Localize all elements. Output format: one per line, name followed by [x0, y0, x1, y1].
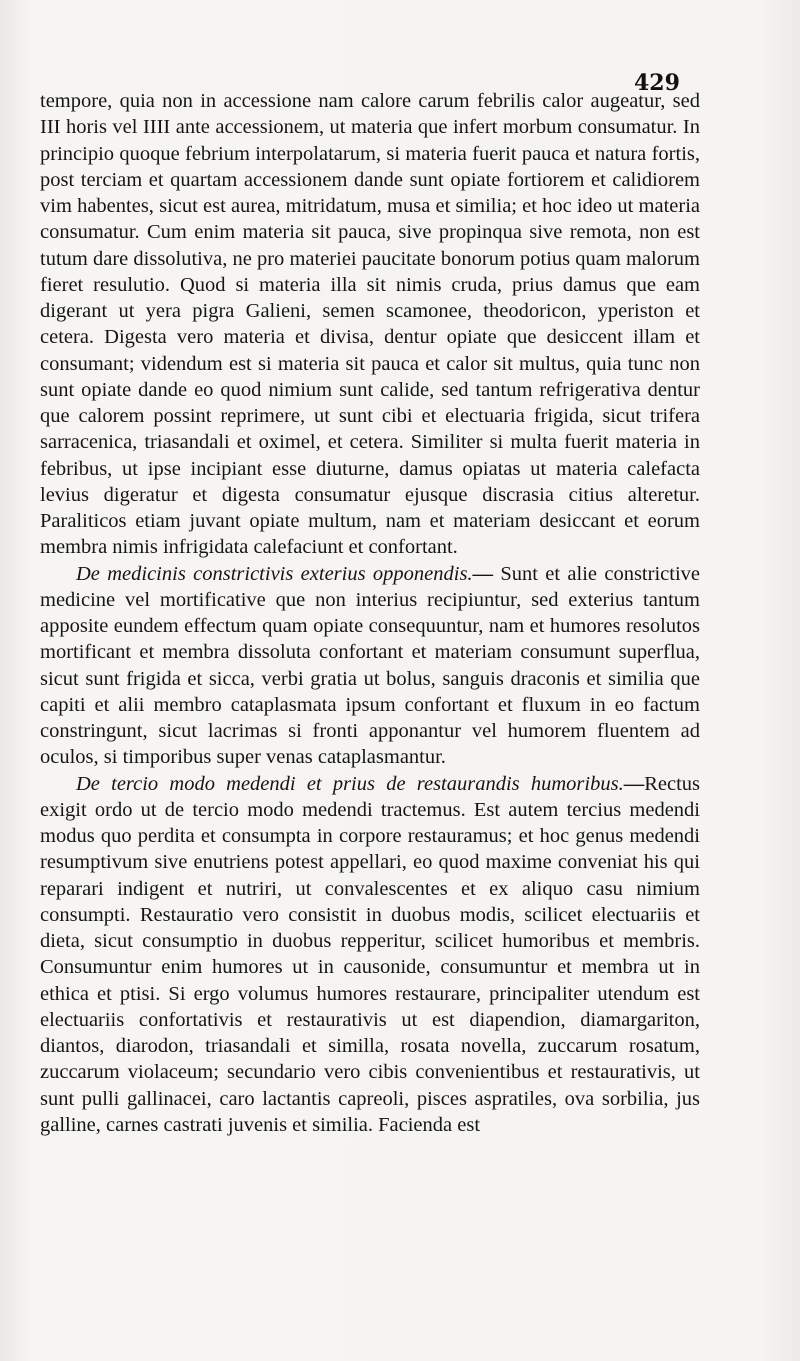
paragraph-opiates: tempore, quia non in accessione nam calore carum febrilis calor augeatur, sed III horis vel IIII ante accessionem, ut materia que infert morbum consumatur. In principio quoque febrium interpolatarum, si materia fuerit pauca et natura fortis, post terciam et quartam accessionem dande sunt opiate fortiorem et calidiorem vim habentes, sicut est aurea, mitridatum, musa et similia; et hoc ideo ut materia consumatur. Cum enim materia sit pauca, sive propinqua sive remota, non est tutum dare dissolutiva, ne pro materiei paucitate bonorum potius quam malorum fieret resulutio. Quod si materia illa sit nimis cruda, prius damus que eam digerant ut yera pigra Galieni, semen scamonee, theodoricon, yperiston et cetera. Digesta vero materia et divisa, dentur opiate que desiccent illam et consumant; videndum est si materia sit pauca et calor sit multus, quia tunc non sunt opiate dande eo quod nimium sunt calide, sed tantum refrigerativa dentur que calorem possint reprimere, ut sunt cibi et electuaria frigida, sicut trifera sarracenica, triasandali et oximel, et cetera. Similiter si multa fuerit materia in febribus, ut ipse incipiant esse diuturne, damus opiatas ut materia calefacta levius digeratur et digesta consumatur ejusque discrasia citius alteretur. Paraliticos etiam juvant opiate multum, nam et materiam desiccant et eorum membra nimis infrigidata calefaciunt et confortant.	[40, 90, 700, 559]
heading-dash: —	[623, 772, 645, 795]
body-text	[40, 88, 700, 1138]
paragraph-text: Rectus exigit ordo ut de tercio modo medendi tractemus. Est autem tercius medendi modus quo perdita et consumpta in corpore restauramus; et hoc genus medendi resumptivum sive enutriens potest appellari, eo quod maxime conveniat his qui reparari indigent et nutriri, ut convalescentes et ex aliquo casu nimium consumpti. Restauratio vero consistit in duobus modis, scilicet electuariis et dieta, sicut consumptio in duobus repperitur, scilicet humoribus et membris. Consumuntur enim humores ut in causonide, consumuntur et membra ut in ethica et ptisi. Si ergo volumus humores restaurare, principaliter utendum est electuariis confortativis et restaurativis ut est diapendion, diamargariton, diantos, diarodon, triasandali et similla, rosata novella, zuccarum rosatum, zuccarum violaceum; secundario vero cibis convenientibus et restaurativis, ut sunt pulli gallinacei, caro lactantis capreoli, pisces aspratiles, ova sorbilia, jus galline, carnes castrati juvenis et similia. Facienda est	[40, 772, 700, 1136]
section-heading-constrictive: De medicinis constrictivis exterius opponendis.	[76, 562, 473, 585]
paragraph-constrictive-medicines	[40, 561, 700, 771]
heading-dash: —	[472, 562, 494, 585]
paragraph-text: Sunt et alie constrictive medicine vel mortificative que non interius recipiuntur, sed exterius tantum apposite eundem effectum quam opiate consequuntur, nam et humores resolutos mortificant et membra dissoluta confortant et materiam consumunt superflua, sicut sunt frigida et sicca, verbi gratia ut bolus, sanguis draconis et similia que capiti et alii membro cataplasmata ipsum confortant et fluxum in eo factum constringunt, sicut lacrimas si fronti apponantur vel humorem fluentem ad oculos, si timporibus super venas cataplasmantur.	[40, 562, 700, 769]
section-heading-third-mode: De tercio modo medendi et prius de restaurandis humoribus.	[76, 772, 624, 795]
paragraph-third-mode	[40, 771, 700, 1139]
page-number: 429	[634, 70, 680, 96]
